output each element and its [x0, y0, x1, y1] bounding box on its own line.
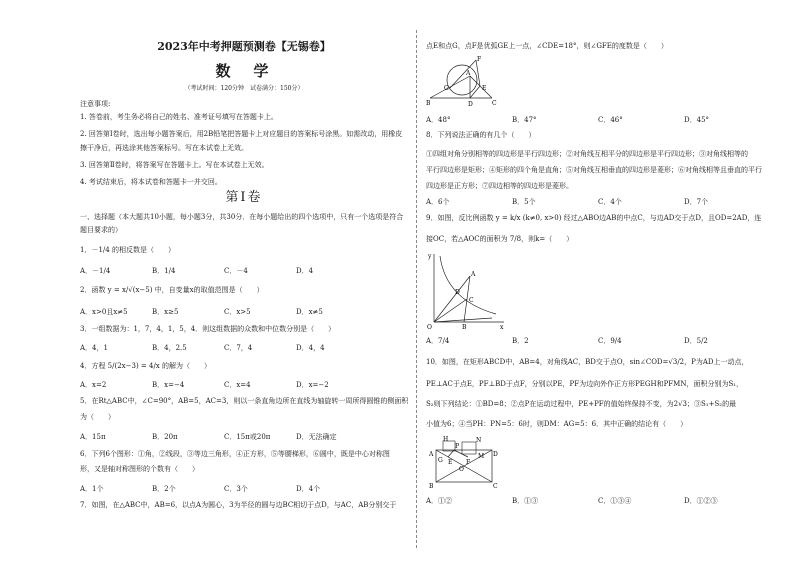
- q5-option-d[interactable]: D．无法确定: [296, 433, 337, 441]
- note-1: 1. 答卷前，考生务必将自己的姓名、准考证号填写在答题卡上。: [80, 113, 278, 121]
- q10-label-e: E: [448, 459, 453, 466]
- section-instructions-cont: 题目要求的）: [80, 226, 122, 234]
- right-column: [426, 0, 770, 562]
- q3-stem: 3．一组数据为：1，7，4，1，5，4．则这组数据的众数和中位数分别是（ ）: [80, 325, 336, 333]
- q7-circle: [447, 65, 477, 95]
- exam-title: 2023年中考押题预测卷【无锡卷】: [157, 40, 331, 53]
- q9-curve: [440, 256, 496, 314]
- q10-label-o: O: [459, 466, 464, 473]
- note-2: 2. 回答第Ⅰ卷时，选出每小题答案后，用2B铅笔把答题卡上对应题目的答案标号涂黑。如需改动，用橡皮: [80, 130, 403, 138]
- q2-option-c[interactable]: C．x>5: [224, 308, 251, 316]
- q7-option-c[interactable]: C．46°: [598, 116, 623, 124]
- q6-options: [80, 484, 368, 494]
- q3-options: [80, 343, 368, 353]
- q9-label-o: O: [427, 324, 432, 330]
- subject-title: 数 学: [215, 62, 273, 80]
- q7-label-f: F: [477, 56, 482, 63]
- q6-stem-cont: 形，又是轴对称图形的个数有（ ）: [80, 465, 199, 473]
- note-2-cont: 擦干净后，再选涂其他答案标号。写在本试卷上无效。: [80, 144, 248, 152]
- q10-label-d: D: [493, 451, 498, 458]
- q4-option-d[interactable]: D．x=−2: [296, 381, 329, 389]
- q9-label-d: D: [455, 289, 460, 296]
- q9-stem: 9．如图，反比例函数 y = k/x (k≠0, x>0) 经过△ABO边AB的中点C，与边AD交于点D，且OD=2AD，连: [426, 214, 762, 222]
- q2-option-b[interactable]: B．x≥5: [152, 308, 179, 316]
- q3-option-c[interactable]: C．7，4: [224, 344, 253, 352]
- q4-options: [80, 380, 368, 390]
- q10-line-2: PE⊥AC于点E，PF⊥BD于点F，分别以PE，PF为边向外作正方形PEGH和PFMN，面积分别为S₁，: [426, 380, 744, 388]
- q5-option-a[interactable]: A．15π: [80, 433, 106, 441]
- q10-line-1: 10．如图，在矩形ABCD中，AB=4，对角线AC，BD交于点O，sin∠COD=√3/2，P为AD上一动点，: [426, 358, 749, 366]
- q9-label-a: A: [471, 271, 476, 278]
- q10-label-b: B: [429, 483, 434, 490]
- q7-label-c: C: [492, 100, 497, 107]
- q8-option-a[interactable]: A．6个: [426, 198, 450, 206]
- q10-option-c[interactable]: C．①③④: [598, 497, 632, 505]
- q5-option-c[interactable]: C．15π或20π: [224, 433, 271, 441]
- q5-option-b[interactable]: B．20π: [152, 433, 178, 441]
- q9-label-b: B: [462, 324, 467, 330]
- q1-option-b[interactable]: B．1/4: [152, 267, 176, 275]
- q9-option-c[interactable]: C．9/4: [598, 337, 622, 345]
- notes-label: 注意事项:: [80, 100, 111, 108]
- q8-option-c[interactable]: C．4个: [598, 198, 622, 206]
- q4-option-c[interactable]: C．x=4: [224, 381, 251, 389]
- q9-options: [426, 336, 770, 346]
- q10-line-4: 小值为6；④当PH：PN=5：6时，则DM：AG=5：6．其中正确的结论有（ ）: [426, 420, 688, 428]
- q8-body-2: 平行四边形是矩形；④矩形的四个角是直角；⑤对角线互相垂直的四边形是菱形；⑥对角线相等且垂直的平行: [426, 166, 762, 174]
- q3-option-b[interactable]: B．4，2.5: [152, 344, 187, 352]
- q10-option-a[interactable]: A．①②: [426, 497, 453, 505]
- q9-label-c: C: [469, 297, 474, 304]
- q7-label-d: D: [468, 101, 473, 108]
- q5-stem-cont: 为（ ）: [80, 413, 115, 421]
- q1-option-d[interactable]: D．4: [296, 267, 314, 275]
- q9-option-a[interactable]: A．7/4: [426, 337, 450, 345]
- column-divider: [416, 30, 417, 548]
- q10-option-b[interactable]: B．①③: [512, 497, 539, 505]
- q10-label-n: N: [476, 437, 482, 444]
- q8-options: [426, 197, 770, 207]
- note-3: 3. 回答第Ⅱ卷时，将答案写在答题卡上。写在本试卷上无效。: [80, 161, 269, 169]
- q9-label-y: y: [428, 253, 432, 260]
- q7-options: [426, 115, 770, 125]
- q1-options: [80, 266, 368, 276]
- q7-label-g: G: [444, 85, 449, 92]
- q10-label-p: P: [455, 443, 460, 450]
- q2-option-a[interactable]: A．x>0且x≠5: [80, 308, 128, 316]
- q10-label-a: A: [429, 451, 434, 458]
- q3-option-d[interactable]: D．4，4: [296, 344, 325, 352]
- q6-option-c[interactable]: C．3个: [224, 485, 248, 493]
- q4-stem: 4．方程 5/(2x−3) = 4/x 的解为（ ）: [80, 362, 211, 370]
- q6-option-a[interactable]: A．1个: [80, 485, 104, 493]
- q4-option-a[interactable]: A．x=2: [80, 381, 107, 389]
- q7-figure: [426, 54, 506, 108]
- q10-label-g: G: [438, 457, 443, 464]
- q8-option-b[interactable]: B．5个: [512, 198, 536, 206]
- q7-label-b: B: [426, 100, 431, 107]
- q7-option-a[interactable]: A．48°: [426, 116, 451, 124]
- q8-body-3: 四边形是正方形；⑦四边相等的四边形是菱形。: [426, 182, 573, 190]
- q10-line-3: S₂则下列结论：①BD=8；②点P在运动过程中，PE+PF的值始终保持不变，为2√3；③S₁+S₂的最: [426, 400, 737, 408]
- q1-stem: 1．－1/4 的相反数是（ ）: [80, 246, 175, 254]
- q6-stem: 6．下列6个图形：①角，②线段，③等边三角形，④正方形，⑤等腰梯形，⑥圆中，既是中心对称图: [80, 450, 390, 458]
- q1-option-c[interactable]: C．－4: [224, 267, 248, 275]
- q7-label-a: A: [466, 70, 471, 77]
- q7-option-d[interactable]: D．45°: [684, 116, 710, 124]
- exam-meta: （考试时间：120分钟 试卷满分：150分）: [184, 85, 304, 92]
- q5-stem: 5．在Rt△ABC中，∠C=90°，AB=5，AC=3，则以一条直角边所在直线为轴旋转一周所得圆锥的侧面积: [80, 397, 409, 405]
- q10-option-d[interactable]: D．①②③: [684, 497, 718, 505]
- q9-option-d[interactable]: D．5/2: [684, 337, 708, 345]
- q8-option-d[interactable]: D．7个: [684, 198, 709, 206]
- q10-label-c: C: [493, 483, 498, 490]
- q7-stem: 7．如图，在△ABC中，AB=6，以点A为圆心，3为半径的圆与边BC相切于点D，与AC，AB分别交于: [80, 501, 397, 509]
- q10-label-f: F: [466, 459, 471, 466]
- q2-stem: 2．函数 y = x/√(x−5) 中，自变量x的取值范围是（ ）: [80, 286, 264, 294]
- q2-options: [80, 307, 368, 317]
- q5-options: [80, 432, 368, 442]
- q10-figure: [428, 436, 500, 494]
- q8-body-1: ①四组对角分别相等的四边形是平行四边形；②对角线互相平分的四边形是平行四边形；③对角线相等的: [426, 150, 748, 158]
- q3-option-a[interactable]: A．4，1: [80, 344, 108, 352]
- q7-stem-cont: 点E和点G，点F是优弧GE上一点，∠CDE=18°，则∠GFE的度数是（ ）: [426, 42, 668, 50]
- q9-option-b[interactable]: B．2: [512, 337, 529, 345]
- q9-label-x: x: [500, 324, 504, 330]
- q9-figure: [426, 250, 508, 330]
- q6-option-b[interactable]: B．2个: [152, 485, 176, 493]
- q6-option-d[interactable]: D．4个: [296, 485, 321, 493]
- section-title: 第Ⅰ卷: [225, 190, 263, 205]
- q10-options: [426, 496, 770, 506]
- left-column: [80, 0, 408, 562]
- q9-stem-cont: 接OC，若△AOC的面积为 7/8，则k=（ ）: [426, 235, 574, 243]
- q4-option-b[interactable]: B．x=−4: [152, 381, 185, 389]
- q7-option-b[interactable]: B．47°: [512, 116, 537, 124]
- q1-option-a[interactable]: A．－1/4: [80, 267, 111, 275]
- q7-label-e: E: [482, 85, 487, 92]
- note-4: 4. 考试结束后，将本试卷和答题卡一并交回。: [80, 178, 222, 186]
- q10-label-h: H: [443, 436, 449, 443]
- section-instructions: 一、选择题（本大题共10小题，每小题3分，共30分．在每小题给出的四个选项中，只有一个选项是符合: [80, 213, 404, 221]
- q2-option-d[interactable]: D．x≠5: [296, 308, 323, 316]
- q8-stem: 8．下列说法正确的有几个（ ）: [426, 131, 536, 139]
- q10-label-m: M: [478, 453, 485, 460]
